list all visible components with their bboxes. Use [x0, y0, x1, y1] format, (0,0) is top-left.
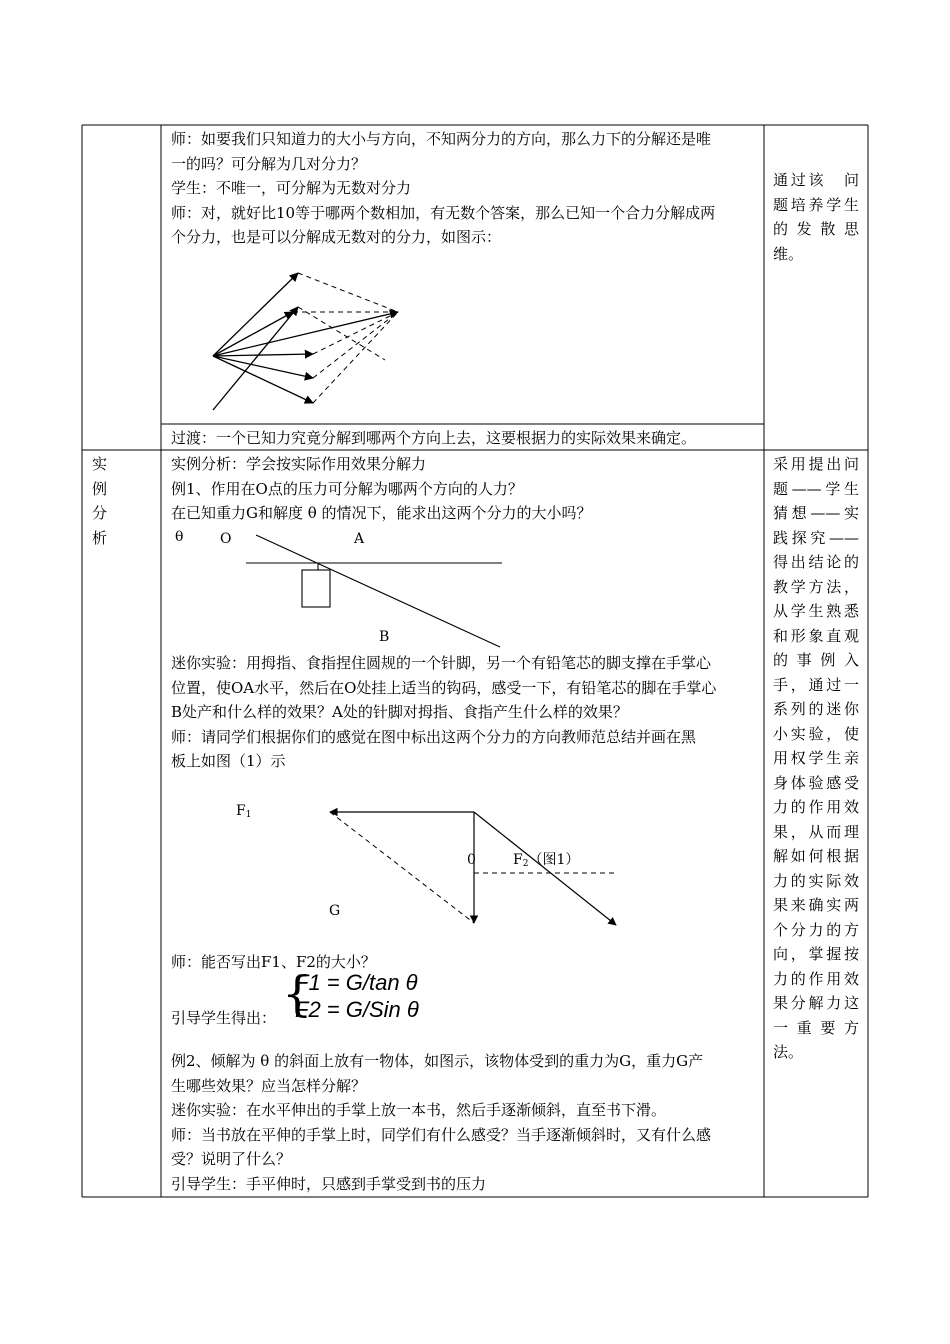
section-label-char: 例: [92, 479, 108, 498]
experiment-line: 位置，使OA水平，然后在O处挂上适当的钩码，感受一下，有铅笔芯的脚在手掌心: [171, 678, 717, 697]
dialogue-line: 师：对，就好比10等于哪两个数相加，有无数个答案，那么已知一个合力分解成两: [171, 203, 716, 222]
dialogue-line: 学生：不唯一，可分解为无数对分力: [171, 179, 412, 197]
intro-line: 例1、作用在O点的压力可分解为哪两个方向的人力？: [171, 479, 523, 498]
note-teaching-method: 采用提出问 题——学生 猜想——实 践探究—— 得出结论的 教学方法， 从学生熟悉 和形象直观 的 事 例 入 手，通过一 系列的迷你 小实验，使 用权学生亲 身体验感受 力的作用效 果，从而理 解如何根据 力的实际效 果来确实两 个分力的方 向，掌握按 力的作用效 果分解力这 一 重 要 方 法。: [773, 455, 859, 1061]
example2-line: 师：当书放在平伸的手掌上时，同学们有什么感受？当手逐渐倾斜时，又有什么感: [171, 1125, 712, 1144]
fig2-o-label: 0: [467, 852, 476, 868]
experiment-line: 迷你实验：用拇指、食指捏住圆规的一个针脚，另一个有铅笔芯的脚支撑在手掌心: [171, 654, 712, 672]
example2-line: 受？说明了什么？: [171, 1150, 292, 1168]
fig2-f1-label: $F_1$: [236, 803, 252, 820]
example2-text: [171, 1049, 761, 1196]
dialogue-line: 一的吗？可分解为几对分力？: [171, 154, 367, 173]
formula-f1: F1 = G/tan θ: [295, 970, 418, 995]
section-label-char: 析: [92, 528, 108, 547]
experiment-line: B处产和什么样的效果？A处的针脚对拇指、食指产生什么样的效果？: [171, 703, 628, 721]
section-label-char: 实: [92, 455, 108, 473]
question-text: 师：能否写出F1、F2的大小？: [171, 953, 376, 971]
example2-line: 引导学生：手平伸时，只感到手掌受到书的压力: [171, 1174, 487, 1193]
example2-line: 例2、倾解为 θ 的斜面上放有一物体，如图示，该物体受到的重力为G，重力G产: [171, 1052, 704, 1070]
guide-text: 引导学生得出：: [171, 1009, 277, 1027]
section-label-char: 分: [92, 504, 108, 522]
formula-f2: F2 = G/Sin θ: [295, 997, 419, 1022]
note-divergent-thinking: 通过该 问 题培养学生 的 发 散 思 维。: [773, 171, 859, 263]
fig2-f2-label: $F_2$（图1）: [513, 852, 580, 869]
intro-line: 在已知重力G和解度 θ 的情况下，能求出这两个分力的大小吗？: [171, 504, 592, 522]
transition-text: 过渡：一个已知力究竟分解到哪两个方向上去，这要根据力的实际效果来确定。: [171, 429, 697, 447]
fig1-o-label: O: [220, 531, 232, 547]
example2-line: 迷你实验：在水平伸出的手掌上放一本书，然后手逐渐倾斜，直至书下滑。: [171, 1101, 667, 1119]
fig1-a-label: A: [354, 531, 365, 547]
intro-line: 实例分析：学会按实际作用效果分解力: [171, 455, 427, 473]
dialogue-line: 个分力，也是可以分解成无数对的分力，如图示：: [171, 228, 502, 246]
formula-brace: {: [282, 966, 313, 1022]
experiment-line: 师：请同学们根据你们的感觉在图中标出这两个分力的方向教师范总结并画在黑: [171, 727, 697, 746]
fig2-g-label: G: [329, 903, 341, 919]
example2-line: 生哪些效果？应当怎样分解？: [171, 1076, 367, 1095]
experiment-line: 板上如图（1）示: [171, 752, 286, 770]
fig1-theta-label: θ: [175, 529, 184, 545]
fig1-b-label: B: [379, 629, 390, 645]
dialogue-line: 师：如要我们只知道力的大小与方向，不知两分力的方向，那么力下的分解还是唯: [171, 130, 712, 148]
